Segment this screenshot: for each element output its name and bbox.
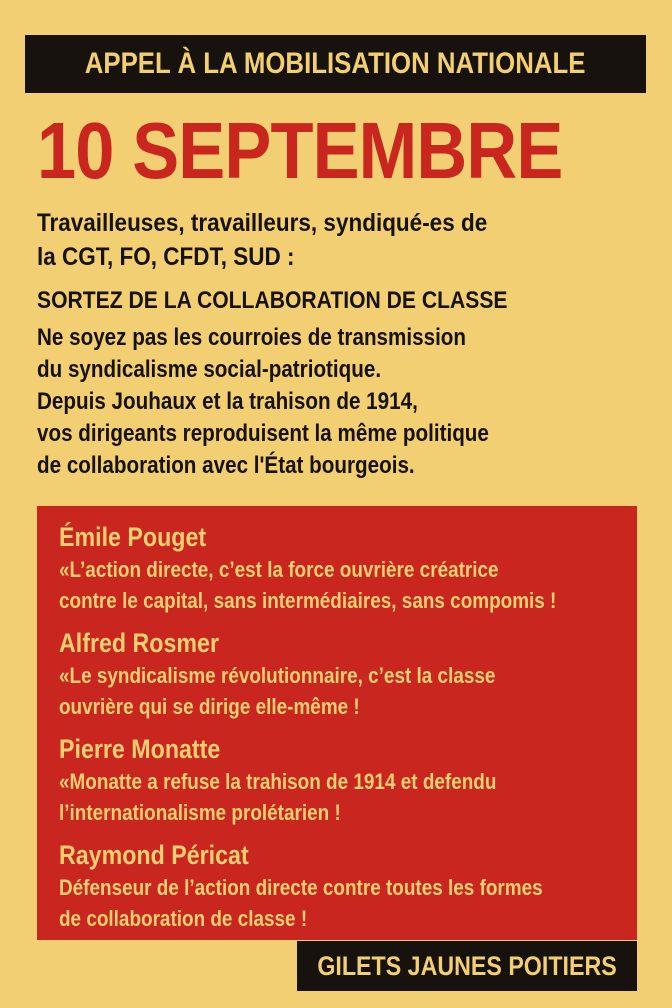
quote-item (59, 520, 644, 616)
intro-address (37, 206, 613, 274)
paragraph-line: de collaboration avec l'État bourgeois. (37, 452, 415, 479)
paragraph-line: vos dirigeants reproduisent la même politique (37, 420, 489, 447)
paragraph-line: du syndicalisme social-patriotique. (37, 356, 382, 383)
quote-item (59, 626, 644, 722)
quote-author: Émile Pouget (59, 522, 207, 552)
intro-line: la CGT, FO, CFDT, SUD : (37, 243, 295, 271)
quote-line: l’internationalisme prolétarien ! (59, 800, 341, 825)
event-date: 10 SEPTEMBRE (37, 106, 563, 195)
quote-author: Alfred Rosmer (59, 628, 220, 658)
intro-line: Travailleuses, travailleurs, syndiqué-es de (37, 209, 488, 237)
quote-item (59, 838, 644, 934)
quote-item (59, 732, 644, 828)
quote-text (59, 554, 644, 616)
paragraph-line: Ne soyez pas les courroies de transmission (37, 324, 467, 351)
header-banner (25, 35, 646, 93)
quote-line: Défenseur de l’action directe contre toutes les formes (59, 875, 543, 900)
callout-heading: SORTEZ DE LA COLLABORATION DE CLASSE (37, 287, 508, 314)
quote-line: ouvrière qui se dirige elle-même ! (59, 694, 360, 719)
footer-signature-box (297, 941, 637, 991)
banner-text: APPEL À LA MOBILISATION NATIONALE (85, 47, 586, 80)
quote-line: de collaboration de classe ! (59, 906, 308, 931)
quote-line: «L’action directe, c’est la force ouvrière créatrice (59, 557, 499, 582)
quote-line: contre le capital, sans intermédiaires, sans compomis ! (59, 588, 557, 613)
quotes-panel (37, 506, 637, 940)
intro-paragraph (37, 322, 587, 482)
quote-text (59, 766, 644, 828)
quote-text (59, 660, 644, 722)
quote-line: «Le syndicalisme révolutionnaire, c’est la classe (59, 663, 496, 688)
quote-author: Raymond Péricat (59, 840, 249, 870)
quote-text (59, 872, 644, 934)
paragraph-line: Depuis Jouhaux et la trahison de 1914, (37, 388, 418, 415)
footer-signature: GILETS JAUNES POITIERS (317, 950, 617, 981)
quote-line: «Monatte a refuse la trahison de 1914 et defendu (59, 769, 497, 794)
quote-author: Pierre Monatte (59, 734, 221, 764)
